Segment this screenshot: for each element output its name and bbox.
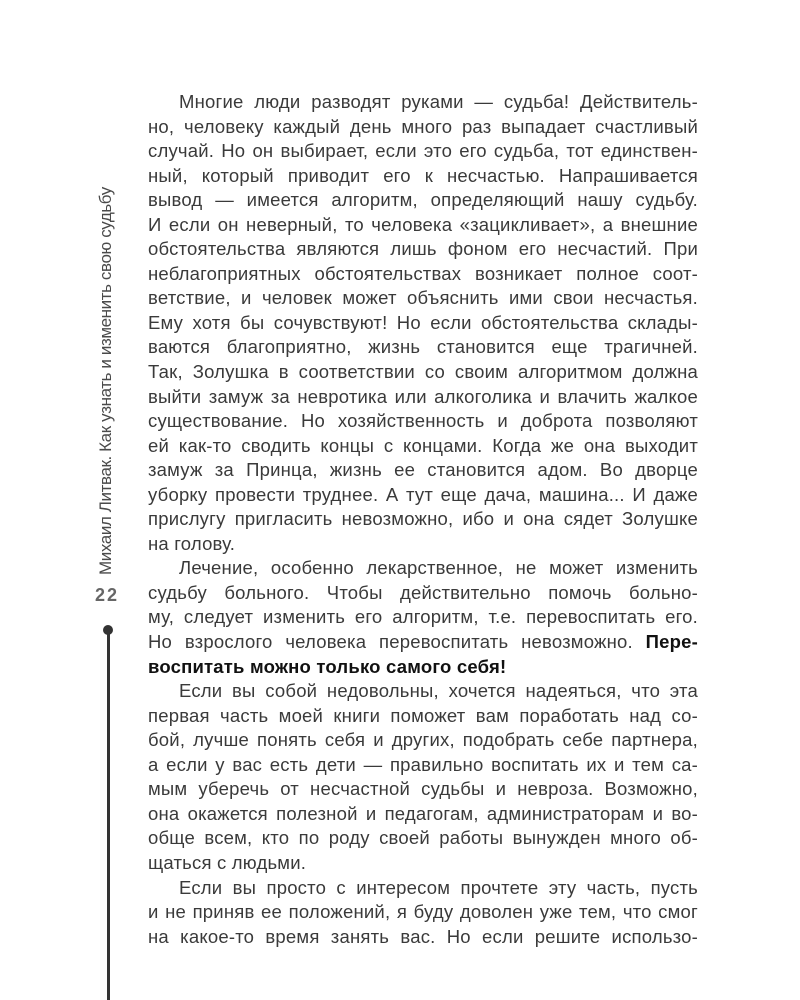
text-line xyxy=(148,139,698,164)
text-line-normal: Но взрослого человека перевоспитать невозможно. xyxy=(148,631,646,653)
text-line-normal: му, следует изменить его алгоритм, т.е. перевоспитать его. xyxy=(148,606,698,628)
text-line-normal: она окажется полезной и педагогам, администраторам и во- xyxy=(148,802,698,824)
text-line xyxy=(148,360,698,385)
text-line-normal: выйти замуж за невротика или алкоголика и влачить жалкое xyxy=(148,385,698,407)
text-line-normal: первая часть моей книги поможет вам поработать над со- xyxy=(148,704,698,726)
text-line-normal: на какое-то время занять вас. Но если решите использо- xyxy=(148,925,698,947)
text-line-normal: И если он неверный, то человека «зацикливает», а внешние xyxy=(148,213,698,235)
text-line-normal: а если у вас есть дети — правильно воспитать их и тем са- xyxy=(148,753,698,775)
text-line-normal: на голову. xyxy=(148,532,236,554)
body-text xyxy=(148,90,698,949)
text-line-normal: существование. Но хозяйственность и доброта позволяют xyxy=(148,410,698,432)
text-line-bold: Пере- xyxy=(645,631,698,653)
text-line xyxy=(148,409,698,434)
text-line xyxy=(148,704,698,729)
text-line xyxy=(148,213,698,238)
running-head: Михаил Литвак. Как узнать и изменить свою судьбу xyxy=(96,187,115,575)
text-line-normal: ваются благоприятно, жизнь становится еще трагичней. xyxy=(148,336,698,358)
text-line-normal: обще всем, кто по роду своей работы вынужден много об- xyxy=(148,827,698,849)
text-line xyxy=(148,655,698,680)
text-line xyxy=(148,188,698,213)
text-line xyxy=(148,286,698,311)
text-line-normal: Так, Золушка в соответствии со своим алгоритмом должна xyxy=(148,361,698,383)
text-line-normal: бой, лучше понять себя и других, подобрать себе партнера, xyxy=(148,729,698,751)
text-line-normal: Лечение, особенно лекарственное, не может изменить xyxy=(179,557,698,579)
text-line-normal: неблагоприятных обстоятельствах возникает полное соот- xyxy=(148,262,698,284)
text-line xyxy=(148,556,698,581)
text-line xyxy=(148,262,698,287)
text-line xyxy=(148,826,698,851)
text-line xyxy=(148,925,698,950)
text-line-normal: обстоятельства являются лишь фоном его несчастий. При xyxy=(148,238,698,260)
text-line xyxy=(148,311,698,336)
text-line-normal: но, человеку каждый день много раз выпадает счастливый xyxy=(148,115,698,137)
text-line-normal: и не приняв ее положений, я буду доволен уже тем, что смог xyxy=(148,901,698,923)
text-line-normal: замуж за Принца, жизнь ее становится адом. Во дворце xyxy=(148,459,698,481)
text-line-bold: воспитать можно только самого себя! xyxy=(148,655,507,677)
text-line-normal: щаться с людьми. xyxy=(148,851,307,873)
text-line xyxy=(148,753,698,778)
text-line xyxy=(148,532,698,557)
text-line xyxy=(148,164,698,189)
text-line xyxy=(148,802,698,827)
text-line xyxy=(148,630,698,655)
margin-rule-line xyxy=(107,630,110,1000)
text-line xyxy=(148,581,698,606)
text-line-normal: Если вы просто с интересом прочтете эту часть, пусть xyxy=(179,876,698,898)
text-line xyxy=(148,237,698,262)
text-line xyxy=(148,605,698,630)
text-line-normal: прислугу пригласить невозможно, ибо и она сядет Золушке xyxy=(148,508,698,530)
text-line xyxy=(148,335,698,360)
text-line xyxy=(148,507,698,532)
text-line-normal: мым уберечь от несчастной судьбы и невроза. Возможно, xyxy=(148,778,698,800)
page-number: 22 xyxy=(95,585,120,605)
text-line-normal: случай. Но он выбирает, если это его судьба, тот единствен- xyxy=(148,140,698,162)
text-line xyxy=(148,483,698,508)
text-line-normal: ветствие, и человек может объяснить ими свои несчастья. xyxy=(148,287,698,309)
text-line xyxy=(148,851,698,876)
text-line-normal: судьбу больного. Чтобы действительно помочь больно- xyxy=(148,581,698,603)
text-line xyxy=(148,458,698,483)
text-line-normal: вывод — имеется алгоритм, определяющий нашу судьбу. xyxy=(148,189,698,211)
text-line xyxy=(148,728,698,753)
text-line-normal: ный, который приводит его к несчастью. Напрашивается xyxy=(148,164,698,186)
text-line xyxy=(148,115,698,140)
text-line xyxy=(148,434,698,459)
text-line-normal: уборку провести труднее. А тут еще дача, машина... И даже xyxy=(148,483,698,505)
text-line-normal: Если вы собой недовольны, хочется надеяться, что эта xyxy=(179,680,698,702)
text-line xyxy=(148,385,698,410)
text-line-normal: ей как-то сводить концы с концами. Когда же она выходит xyxy=(148,434,698,456)
text-line-normal: Многие люди разводят руками — судьба! Действитель- xyxy=(179,91,698,112)
text-line xyxy=(148,900,698,925)
text-line xyxy=(148,777,698,802)
text-line-normal: Ему хотя бы сочувствуют! Но если обстоятельства склады- xyxy=(148,311,698,333)
text-line xyxy=(148,876,698,901)
text-line xyxy=(148,679,698,704)
text-line xyxy=(148,90,698,115)
